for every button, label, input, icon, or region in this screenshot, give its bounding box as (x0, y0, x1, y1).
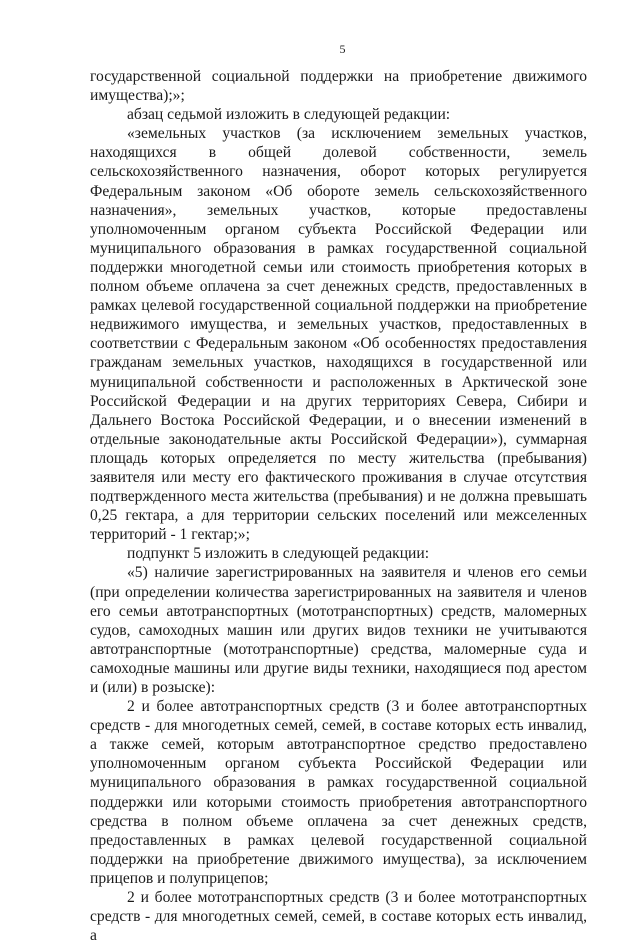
paragraph-subpoint-instruction: подпункт 5 изложить в следующей редакции: (127, 545, 430, 563)
paragraph-subpoint-5: «5) наличие зарегистрированных на заявителя и членов его семьи (при определении количества зарегистрированных на заявителя и членов его семьи автотранспортных (мототранспортных) средств, маломерных судов, самоходных машин или других видов техники не учитываются автотранспортные (мототранспортные) средства, маломерные суда и самоходные машины или другие виды техники, находящиеся под арестом и (или) в розыске): (90, 564, 587, 696)
paragraph-motor-vehicles: 2 и более автотранспортных средств (3 и более автотранспортных средств - для многодетных семей, семей, в составе которых есть инвалид, а также семей, которым автотранспортное средство предоставлено уполномоченным органом субъекта Российской Федерации или муниципального образования в рамках государственной социальной поддержки или которыми стоимость приобретения автотранспортного средства в полном объеме оплачена за счет денежных средств, предоставленных в рамках целевой государственной социальной поддержки на приобретение движимого имущества), за исключением прицепов и полуприцепов; (90, 698, 587, 887)
page-number: 5 (339, 42, 346, 56)
paragraph-land-plots: «земельных участков (за исключением земельных участков, находящихся в общей долевой собственности, земель сельскохозяйственного назначения, оборот которых регулируется Федеральным законом «Об обороте земель сельскохозяйственного назначения», земельных участков, которые предоставлены уполномоченным органом субъекта Российской Федерации или муниципального образования в рамках государственной социальной поддержки многодетной семьи или стоимость приобретения которых в полном объеме оплачена за счет денежных средств, предоставленных в рамках целевой государственной социальной поддержки на приобретение недвижимого имущества, и земельных участков, предоставленных в соответствии с Федеральным законом «Об особенностях предоставления гражданам земельных участков, находящихся в государственной или муниципальной собственности и расположенных в Арктической зоне Российской Федерации и на других территориях Севера, Сибири и Дальнего Востока Российской Федерации, и о внесении изменений в отдельные законодательные акты Российской Федерации»), суммарная площадь которых определяется по месту жительства (пребывания) заявителя или месту его фактического проживания в случае отсутствия подтвержденного места жительства (пребывания) и не должна превышать 0,25 гектара, а для территории сельских поселений или межселенных территорий - 1 гектар;»; (90, 125, 587, 544)
paragraph-continuation: государственной социальной поддержки на приобретение движимого имущества);»; (90, 68, 587, 105)
paragraph-motorcycles: 2 и более мототранспортных средств (3 и более мототранспортных средств - для многодетных семей, семей, в составе которых есть инвалид, а (90, 889, 587, 945)
paragraph-amendment-instruction: абзац седьмой изложить в следующей редакции: (127, 106, 451, 124)
